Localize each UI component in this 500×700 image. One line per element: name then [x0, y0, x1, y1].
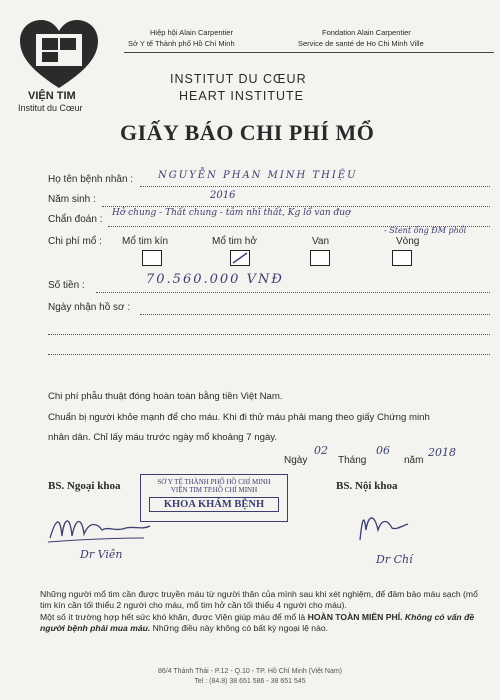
checkbox-open-heart[interactable]: [230, 250, 250, 266]
org-vn-line2: Sở Y tế Thành phố Hồ Chí Minh: [128, 39, 235, 48]
diagnosis-value-line2: - Stent ống ĐM phổi: [384, 226, 467, 235]
received-date-label: Ngày nhận hồ sơ :: [48, 302, 131, 313]
internist-label: BS. Nội khoa: [336, 480, 398, 492]
clinic-stamp: [140, 474, 288, 522]
heart-logo: [14, 14, 104, 114]
amount-value: 70.560.000 VNĐ: [146, 272, 284, 287]
option-open-heart: Mổ tim hở: [212, 236, 257, 247]
birth-year-line: [102, 206, 490, 207]
amount-line: [96, 292, 490, 293]
footer-no-purchase: Không có vấn đề người bệnh phải mua máu.: [40, 612, 475, 634]
surgeon-signature-name: Dr Viên: [80, 548, 123, 561]
logo-text-vientim: VIỆN TIM: [28, 90, 76, 102]
checkbox-closed-heart[interactable]: [142, 250, 162, 266]
option-closed-heart: Mổ tim kín: [122, 236, 169, 247]
heart-icon: [14, 14, 104, 94]
patient-name-value: NGUYỄN PHAN MINH THIỆU: [158, 170, 358, 181]
footer-no-exception: Những điều này không có bất kỳ ngoại lệ nào.: [152, 623, 329, 634]
day-label: Ngày: [284, 455, 308, 466]
year-value: 2018: [428, 446, 456, 459]
month-label: Tháng: [338, 455, 367, 466]
footer-free-notice: HOÀN TOÀN MIỄN PHÍ.: [307, 612, 403, 622]
footer-paragraph-2: [40, 612, 480, 634]
month-value: 06: [376, 444, 390, 457]
footer-address: 86/4 Thành Thái - P.12 - Q.10 - TP. Hồ Chí Minh (Việt Nam): [157, 668, 343, 675]
year-label: năm: [404, 455, 424, 466]
stamp-line-3: KHOA KHÁM BỆNH: [149, 497, 279, 512]
blank-line-2: [48, 354, 490, 355]
footer-p2-text: Một số ít trường hợp hết sức khó khăn, được Viện giúp máu để mổ là: [40, 612, 306, 622]
page-title: GIẤY BÁO CHI PHÍ MỔ: [120, 120, 375, 145]
institute-en: HEART INSTITUTE: [179, 89, 304, 103]
logo-text-institut: Institut du Cœur: [18, 103, 83, 113]
institute-fr: INSTITUT DU CŒUR: [170, 72, 307, 86]
diagnosis-label: Chẩn đoán :: [48, 214, 103, 225]
checkbox-ring[interactable]: [392, 250, 412, 266]
checkbox-valve[interactable]: [310, 250, 330, 266]
header-divider: [124, 52, 494, 53]
internist-signature-name: Dr Chí: [376, 553, 413, 566]
blank-line-1: [48, 334, 490, 335]
patient-name-line: [140, 186, 490, 187]
org-vn-line1: Hiệp hội Alain Carpentier: [150, 28, 233, 37]
amount-label: Số tiền :: [48, 280, 85, 291]
day-value: 02: [314, 444, 328, 457]
check-mark-icon: [231, 251, 249, 265]
body-line-2: Chuẩn bị người khỏe mạnh để cho máu. Khi đi thử máu phải mang theo giấy Chứng minh: [48, 412, 430, 423]
received-date-line: [140, 314, 490, 315]
option-valve: Van: [312, 236, 330, 247]
diagnosis-value-line1: Hở chung - Thất chung - tâm nhĩ thất, Kg lổ van đuợ: [112, 208, 351, 218]
stamp-line-1: SỞ Y TẾ THÀNH PHỐ HỒ CHÍ MINH: [157, 478, 271, 486]
stamp-line-2: VIỆN TIM TP.HỒ CHÍ MINH: [170, 486, 258, 494]
patient-name-label: Họ tên bệnh nhân :: [48, 174, 134, 185]
footer-phone: Tel : (84.8) 38 651 586 - 38 651 545: [194, 678, 306, 685]
org-fr-line1: Fondation Alain Carpentier: [322, 28, 411, 37]
body-line-1: Chi phí phẫu thuật đóng hoàn toàn bằng tiền Việt Nam.: [48, 391, 283, 402]
footer-paragraph-1: Những người mổ tim cần được truyền máu từ người thân của mình sau khi xét nghiệm, để đảm bảo máu sạch (mổ tim kín cần tối thiểu 2 người cho máu, mổ tim hở cần tối thiểu 4 người cho máu).: [40, 589, 478, 611]
birth-year-value: 2016: [210, 190, 236, 201]
org-fr-line2: Service de santé de Ho Chi Minh Ville: [298, 39, 424, 48]
option-ring: Vòng: [396, 236, 420, 247]
birth-year-label: Năm sinh :: [48, 194, 96, 205]
cost-label: Chi phí mổ :: [48, 236, 102, 247]
surgeon-label: BS. Ngoại khoa: [48, 480, 121, 492]
surgeon-signature-icon: [46, 508, 156, 548]
body-line-3: nhân dân. Chỉ lấy máu trước ngày mổ khoảng 7 ngày.: [48, 432, 278, 443]
internist-signature-icon: [356, 500, 436, 550]
